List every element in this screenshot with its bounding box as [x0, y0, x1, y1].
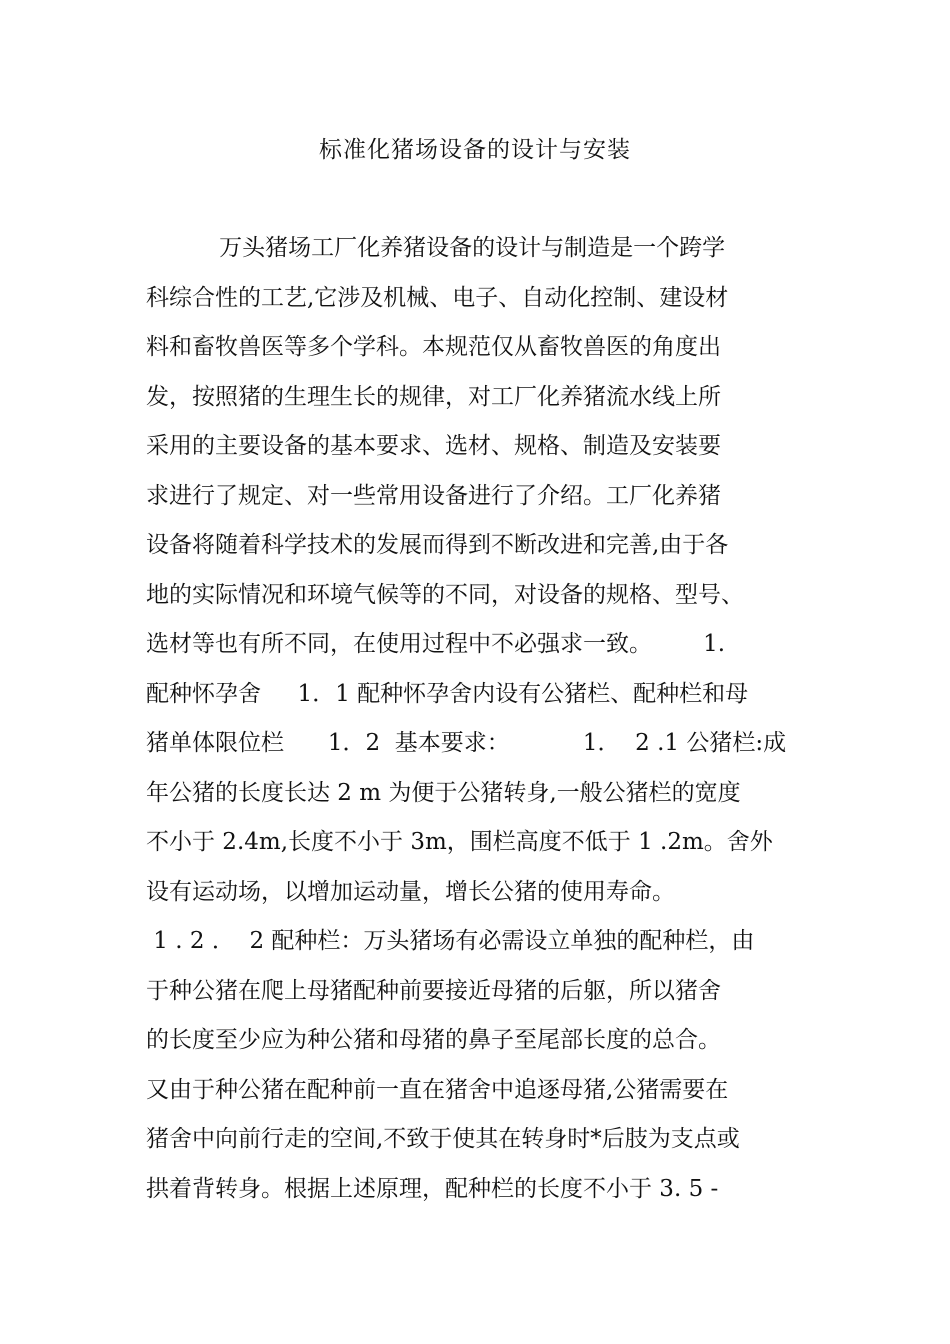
body-line: 配种怀孕舍 1．1 配种怀孕舍内设有公猪栏、配种栏和母	[146, 680, 749, 707]
body-line: 的长度至少应为种公猪和母猪的鼻子至尾部长度的总合。	[146, 1027, 721, 1053]
body-line: 年公猪的长度长达 2 m 为便于公猪转身,一般公猪栏的宽度	[146, 779, 741, 806]
body-line: 拱着背转身。根据上述原理，配种栏的长度不小于 3. 5 -	[146, 1175, 719, 1202]
body-line: 又由于种公猪在配种前一直在猪舍中追逐母猪,公猪需要在	[146, 1076, 729, 1103]
body-line: 科综合性的工艺,它涉及机械、电子、自动化控制、建设材	[146, 284, 729, 311]
body-line: 不小于 2.4m,长度不小于 3m，围栏高度不低于 1 .2m。舍外	[146, 829, 773, 855]
body-line: 猪单体限位栏 1．2 基本要求： 1． 2 .1 公猪栏:成	[146, 730, 787, 756]
body-line: 设有运动场，以增加运动量，增长公猪的使用寿命。	[146, 878, 675, 905]
body-line: 地的实际情况和环境气候等的不同，对设备的规格、型号、	[146, 581, 744, 608]
body-line: 于种公猪在爬上母猪配种前要接近母猪的后躯，所以猪舍	[146, 977, 721, 1004]
body-line: 选材等也有所不同，在使用过程中不必强求一致。 1.	[146, 631, 726, 657]
body-line: 发，按照猪的生理生长的规律，对工厂化养猪流水线上所	[146, 383, 721, 410]
body-line: 采用的主要设备的基本要求、选材、规格、制造及安装要	[146, 433, 721, 459]
body-line: 万头猪场工厂化养猪设备的设计与制造是一个跨学	[146, 235, 726, 261]
body-line: 1 . 2 ． 2 配种栏：万头猪场有必需设立单独的配种栏，由	[146, 928, 755, 954]
document-title: 标准化猪场设备的设计与安装	[319, 137, 631, 163]
body-line: 设备将随着科学技术的发展而得到不断改进和完善,由于各	[146, 532, 729, 558]
document-body	[146, 230, 806, 1220]
body-line: 求进行了规定、对一些常用设备进行了介绍。工厂化养猪	[146, 482, 721, 509]
body-line: 料和畜牧兽医等多个学科。本规范仅从畜牧兽医的角度出	[146, 334, 721, 360]
body-line: 猪舍中向前行走的空间,不致于使其在转身时*后肢为支点或	[146, 1126, 740, 1152]
